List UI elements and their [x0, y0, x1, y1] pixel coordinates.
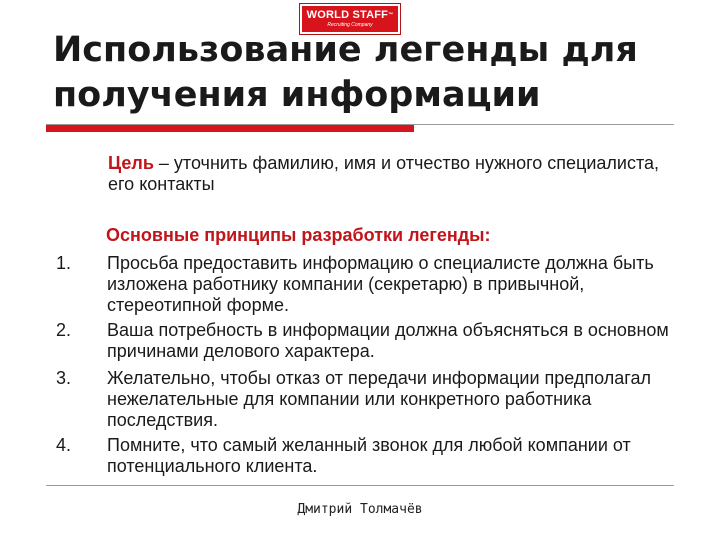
footer-divider — [46, 485, 674, 486]
slide-title: Использование легенды для получения информации — [53, 30, 638, 115]
logo-name: WORLD STAFF — [306, 9, 389, 21]
list-item-text: Просьба предоставить информацию о специалисте должна быть изложена работнику компании (секретарю) в привычной, стереотипной форме. — [107, 253, 654, 315]
list-item-number: 1. — [56, 253, 72, 273]
logo-subtitle: Recruiting Company — [327, 22, 373, 28]
list-item-text: Желательно, чтобы отказ от передачи информации предполагал нежелательные для компании или конкретного работника последствия. — [107, 368, 651, 430]
title-accent-bar — [46, 125, 414, 132]
principles-heading: Основные принципы разработки легенды: — [106, 225, 491, 245]
list-item-text: Помните, что самый желанный звонок для любой компании от потенциального клиента. — [107, 435, 631, 476]
list-item-text: Ваша потребность в информации должна объясняться в основном причинами делового характера. — [107, 320, 669, 361]
list-item-number: 4. — [56, 435, 72, 455]
goal-label: Цель — [108, 153, 154, 173]
logo-trademark: ™ — [388, 12, 394, 18]
list-item-number: 2. — [56, 320, 72, 340]
goal-text: – уточнить фамилию, имя и отчество нужного специалиста, его контакты — [108, 153, 660, 194]
list-item-number: 3. — [56, 368, 72, 388]
author-name: Дмитрий Толмачёв — [297, 502, 423, 517]
goal-paragraph — [108, 153, 668, 195]
